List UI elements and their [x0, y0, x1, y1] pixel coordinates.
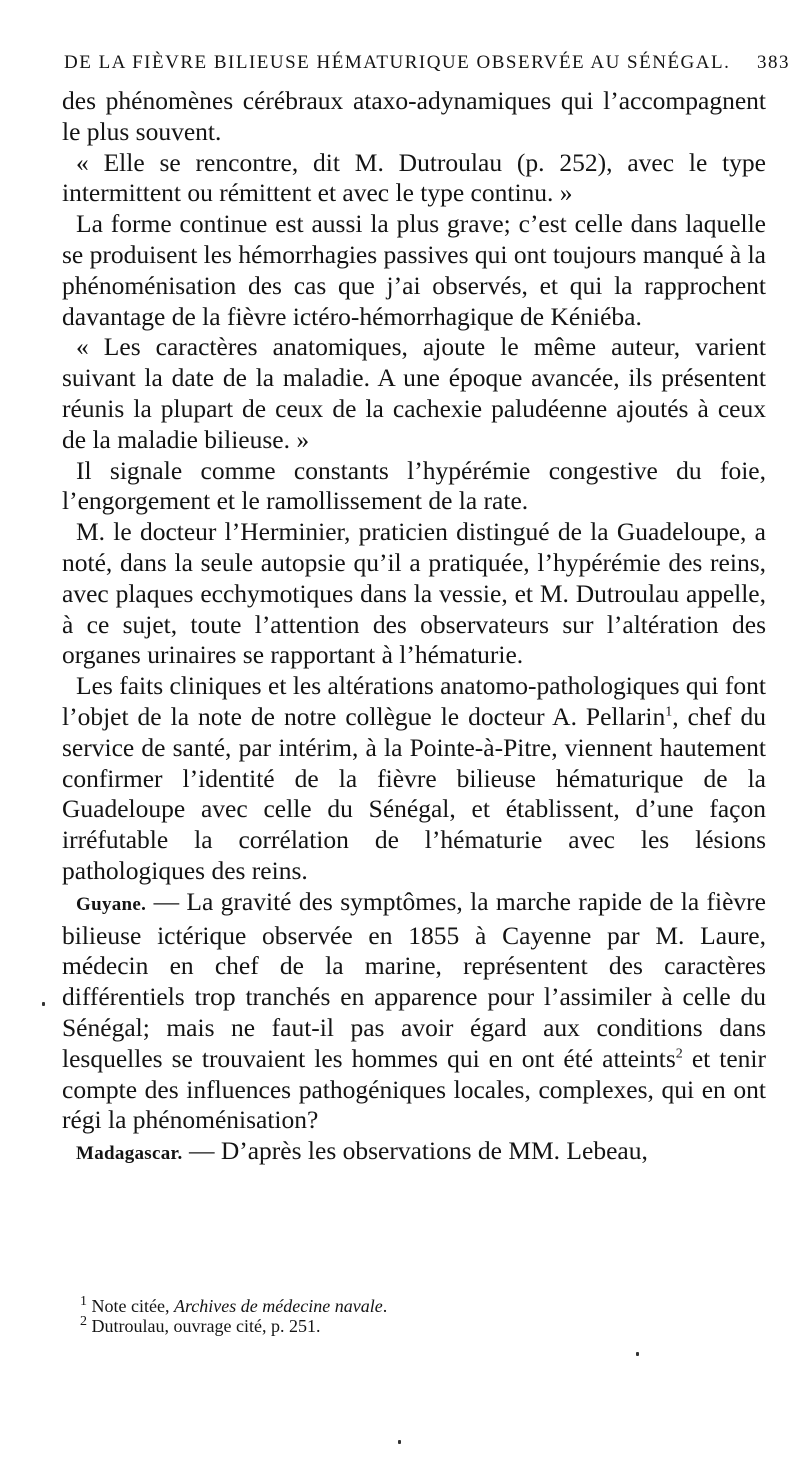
footnote	[80, 1296, 760, 1316]
running-header	[64, 52, 790, 74]
footnote	[80, 1316, 760, 1336]
footnote-ref: 2	[675, 1046, 683, 1062]
footnote-journal: Archives de médecine navale	[173, 1296, 383, 1316]
footnotes	[80, 1296, 760, 1336]
paragraph-text: — D’après les observations de MM. Lebeau,	[182, 1136, 648, 1166]
section-heading: Guyane.	[76, 893, 147, 915]
page-number: 383	[757, 52, 790, 73]
paragraph: « Elle se rencontre, dit M. Dutroulau (p. 252), avec le type intermittent ou rémittent et avec le type continu. »	[62, 147, 766, 208]
paragraph	[62, 887, 766, 1136]
paragraph: « Les caractères anatomiques, ajoute le même auteur, varient suivant la date de la maladie. A une époque avancée, ils présentent réunis la plupart de ceux de la cachexie paludéenne ajoutés à ceux de la maladie bilieuse. »	[62, 332, 766, 454]
paragraph: M. le docteur l’Herminier, praticien distingué de la Guadeloupe, a noté, dans la seule autopsie qu’il a pratiquée, l’hypérémie des reins, avec plaques ecchymotiques dans la vessie, et M. Dutroulau appelle, à ce sujet, toute l’attention des observateurs sur l’altération des organes urinaires se rapportant à l’hématurie.	[62, 517, 766, 670]
paragraph	[62, 671, 766, 887]
footnote-mark: 1	[80, 1294, 87, 1309]
paragraph-text: Les faits cliniques et les altérations anatomo-pathologiques qui font l’objet de la note de notre collègue le docteur A. Pellarin	[62, 671, 766, 731]
print-speck	[398, 1440, 401, 1444]
paragraph: Il signale comme constants l’hypérémie congestive du foie, l’engorgement et le ramollissement de la rate.	[62, 455, 766, 516]
paragraph-text: et tenir compte des influences pathogéniques locales, complexes, qui en ont régi la phénoménisation?	[62, 1043, 766, 1135]
paragraph: La forme continue est aussi la plus grave; c’est celle dans laquelle se produisent les hémorrhagies passives qui ont toujours manqué à la phénoménisation des cas que j’ai observés, et qui la rapprochent davantage de la fièvre ictéro-hémorrhagique de Kéniéba.	[62, 209, 766, 331]
running-title: DE LA FIÈVRE BILIEUSE HÉMATURIQUE OBSERVÉE AU SÉNÉGAL.	[64, 52, 731, 73]
footnote-ref: 1	[665, 704, 673, 720]
paragraph: des phénomènes cérébraux ataxo-adynamiques qui l’accompagnent le plus souvent.	[62, 86, 766, 146]
section-heading: Madagascar.	[76, 1143, 183, 1165]
paragraph	[62, 1136, 766, 1170]
footnote-text: Dutroulau, ouvrage cité, p. 251.	[87, 1316, 321, 1336]
footnote-mark: 2	[80, 1314, 87, 1329]
print-speck	[636, 1352, 639, 1356]
footnote-text: Note citée,	[87, 1296, 174, 1316]
paragraph-text: — La gravité des symptômes, la marche rapide de la fièvre bilieuse ictérique observée en 1855 à Cayenne par M. Laure, médecin en chef de la marine, représentent des caractères différentiels trop tranchés en apparence pour l’assimiler à celle du Sénégal; mais ne faut-il pas avoir égard aux conditions dans lesquelles se trouvaient les hommes qui en ont été atteints	[62, 886, 766, 1073]
footnote-text: .	[382, 1296, 388, 1316]
print-speck	[42, 1002, 45, 1006]
body-text	[62, 86, 766, 1170]
paragraph-text: , chef du service de santé, par intérim, à la Pointe-à-Pitre, viennent hautement confirmer l’identité de la fièvre bilieuse hématurique de la Guadeloupe avec celle du Sénégal, et établissent, d’une façon irréfutable la corrélation de l’hématurie avec les lésions pathologiques des reins.	[62, 701, 766, 885]
